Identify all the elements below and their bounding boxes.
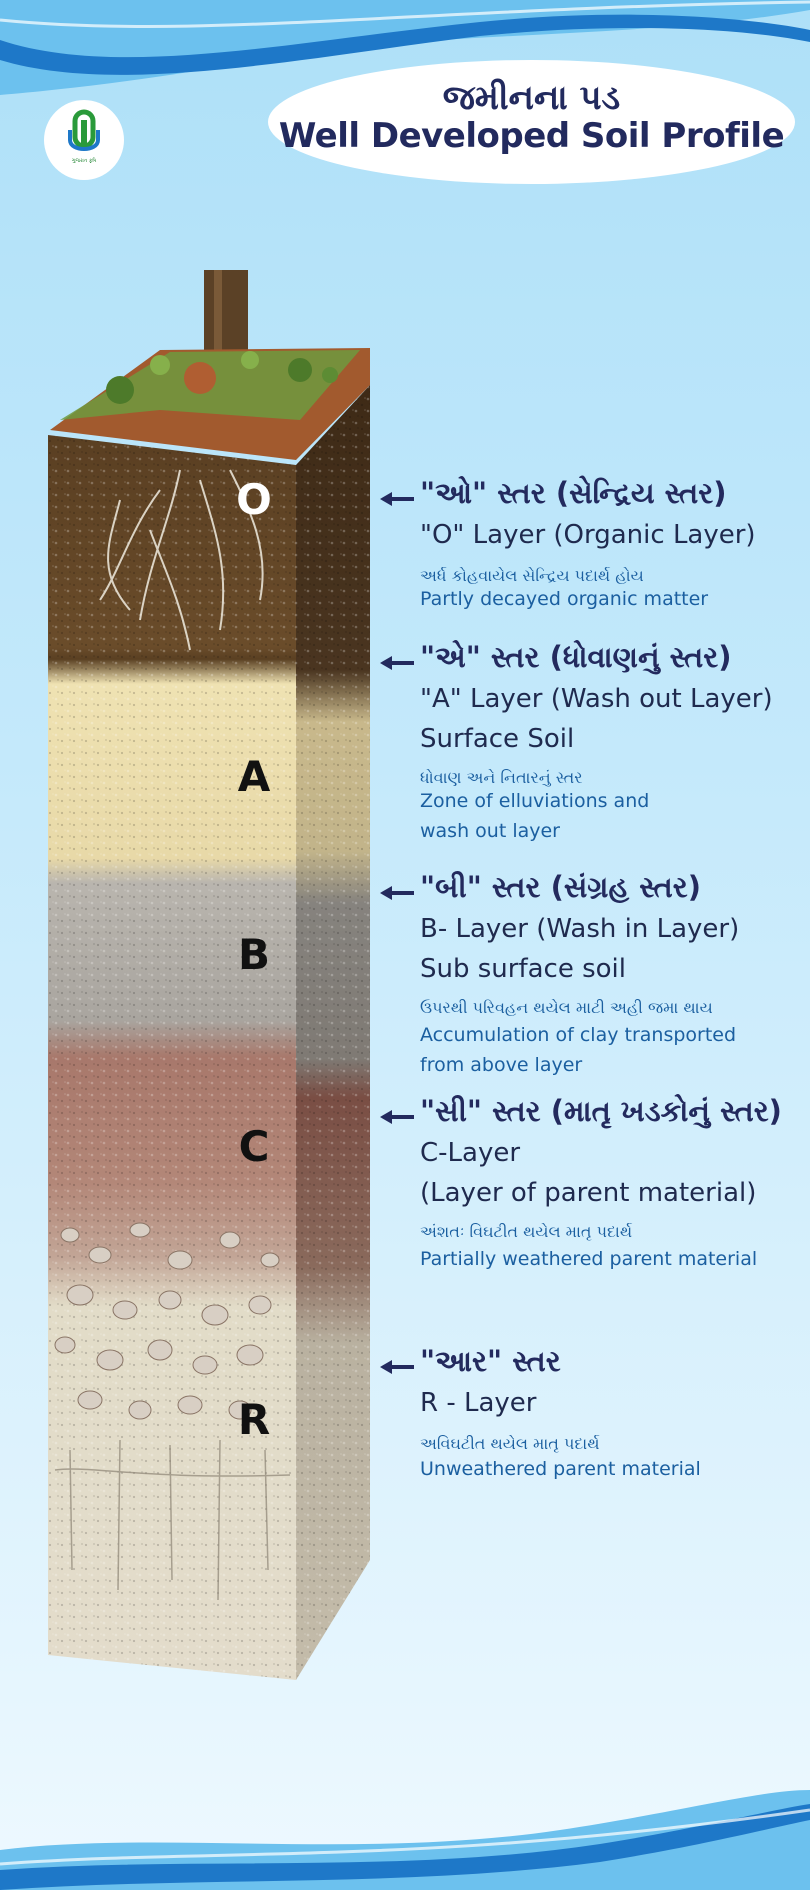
layer-b-subtitle: Sub surface soil [420, 954, 627, 984]
layer-r-heading-gujarati: "આર" સ્તર [420, 1344, 561, 1378]
layer-c-description-gujarati: અંશતઃ વિઘટીત થયેલ માતૃ પદાર્થ [420, 1222, 633, 1241]
layer-o-description-gujarati: અર્ધ કોહવાયેલ સેન્દ્રિય પદાર્થ હોય [420, 566, 644, 585]
layer-c-description-english: Partially weathered parent material [420, 1248, 758, 1270]
organization-logo [44, 100, 124, 180]
layer-b-description-english-2: from above layer [420, 1054, 583, 1076]
column-letter-o: O [236, 475, 272, 524]
layer-r-description-gujarati: અવિઘટીત થયેલ માતૃ પદાર્થ [420, 1434, 600, 1453]
layer-a-subtitle: Surface Soil [420, 724, 575, 754]
logo-caption: ગુજરાત કૃષિ [71, 158, 97, 164]
layer-o-title: "O" Layer (Organic Layer) [420, 520, 756, 550]
soil-column-illustration [0, 270, 400, 1690]
layer-r-description-english: Unweathered parent material [420, 1458, 701, 1480]
layer-c-title: C-Layer [420, 1138, 521, 1168]
layer-b-description-english-1: Accumulation of clay transported [420, 1024, 737, 1046]
bottom-wave-decoration [0, 1770, 810, 1890]
column-letter-b: B [237, 930, 270, 979]
column-letter-r: R [237, 1395, 271, 1444]
layer-a-description-english-2: wash out layer [420, 820, 560, 842]
arrow-left-icon [380, 656, 414, 670]
soil-profile-column [0, 270, 400, 1690]
layer-o-description-english: Partly decayed organic matter [420, 588, 709, 610]
page-title-english: Well Developed Soil Profile [278, 116, 785, 156]
layer-a-title: "A" Layer (Wash out Layer) [420, 684, 773, 714]
layer-c-subtitle: (Layer of parent material) [420, 1178, 757, 1208]
arrow-left-icon [380, 1110, 414, 1124]
layer-a-heading-gujarati: "એ" સ્તર (ધોવાણનું સ્તર) [420, 640, 732, 674]
arrow-left-icon [380, 1360, 414, 1374]
layer-a-description-english-1: Zone of elluviations and [420, 790, 650, 812]
column-letter-a: A [237, 752, 271, 801]
layer-b-heading-gujarati: "બી" સ્તર (સંગ્રહ સ્તર) [420, 870, 702, 904]
column-letter-c: C [238, 1122, 270, 1171]
page-title-gujarati: જમીનના પડ [442, 78, 621, 118]
layer-b-title: B- Layer (Wash in Layer) [420, 914, 740, 944]
layer-o-heading-gujarati: "ઓ" સ્તર (સેન્દ્રિય સ્તર) [420, 476, 727, 510]
layer-a-description-gujarati: ધોવાણ અને નિતારનું સ્તર [420, 768, 583, 787]
layer-r-title: R - Layer [420, 1388, 537, 1418]
arrow-left-icon [380, 492, 414, 506]
layer-c-heading-gujarati: "સી" સ્તર (માતૃ ખડકોનું સ્તર) [420, 1094, 782, 1128]
arrow-left-icon [380, 886, 414, 900]
layer-b-description-gujarati: ઉપરથી પરિવહન થયેલ માટી અહી જમા થાય [420, 998, 713, 1017]
organization-emblem-icon [44, 100, 124, 180]
